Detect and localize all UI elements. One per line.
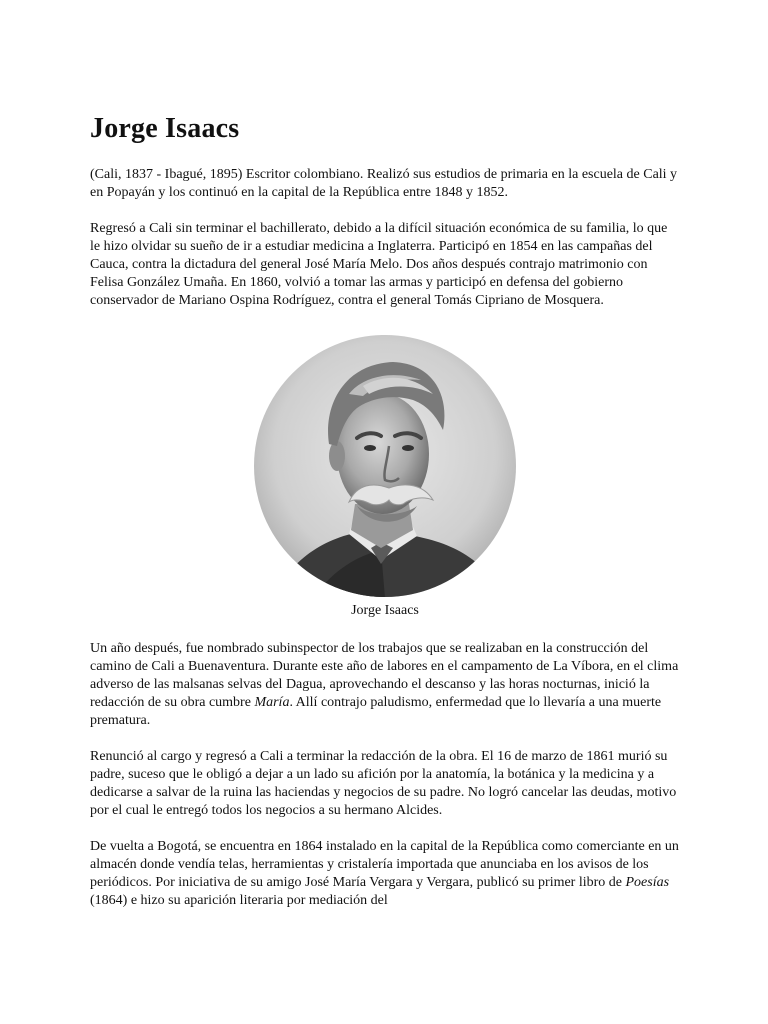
paragraph-5 [90,838,680,910]
paragraph-5-title-italic: Poesías [625,875,670,890]
portrait-photo-icon [253,334,517,598]
paragraph-3-text-end: . Allí contrajo paludismo, enfermedad que lo llevaría a una muerte prematura. [90,695,662,728]
paragraph-3-text: Un año después, fue nombrado subinspector de los trabajos que se realizaban en la construcción del camino de Cali a Buenaventura. Durante este año de labores en el campamento de La Víbora, en el clima adverso de las malsanas selvas del Dagua, aprovechando el descanso y las horas nocturnas, inició la redacción de su obra cumbre [90,641,679,710]
paragraph-2: Regresó a Cali sin terminar el bachillerato, debido a la difícil situación económica de su familia, lo que le hizo olvidar su sueño de ir a estudiar medicina a Inglaterra. Participó en 1854 en las campañas del Cauca, contra la dictadura del general José María Melo. Dos años después contrajo matrimonio con Felisa González Umaña. En 1860, volvió a tomar las armas y participó en defensa del gobierno conservador de Mariano Ospina Rodríguez, contra el general Tomás Cipriano de Mosquera. [90,221,668,308]
document-page [90,112,680,928]
paragraph-1: (Cali, 1837 - Ibagué, 1895) Escritor colombiano. Realizó sus estudios de primaria en la escuela de Cali y en Popayán y los continuó en la capital de la República entre 1848 y 1852. [90,167,678,200]
page-title: Jorge Isaacs [90,113,240,144]
paragraph-5-text-end: (1864) e hizo su aparición literaria por mediación del [90,893,388,908]
paragraph-3 [90,640,680,730]
paragraph-4: Renunció al cargo y regresó a Cali a terminar la redacción de la obra. El 16 de marzo de 1861 murió su padre, suceso que le obligó a dejar a un lado su afición por la anatomía, la botánica y la medicina y a dedicarse a salvar de la ruina las haciendas y negocios de su padre. No logró cancelar las deudas, motivo por el cual le entregó todos los negocios a su hermano Alcides. [90,749,677,818]
paragraph-5-text: De vuelta a Bogotá, se encuentra en 1864 instalado en la capital de la República como comerciante en un almacén donde vendía telas, herramientas y cristalería importada que anunciaba en los avisos de los periódicos. Por iniciativa de su amigo José María Vergara y Vergara, publicó su primer libro de [90,839,679,890]
portrait-figure [90,334,680,620]
paragraph-3-title-italic: María [254,695,290,710]
figure-caption: Jorge Isaacs [351,603,419,618]
